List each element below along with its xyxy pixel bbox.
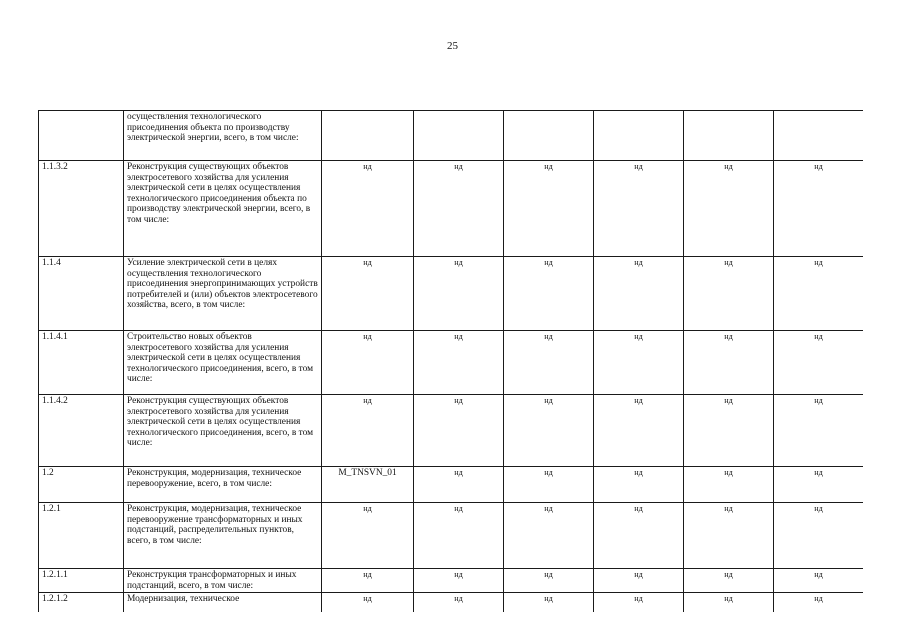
value-cell: нд xyxy=(594,161,684,257)
value-cell: нд xyxy=(594,593,684,613)
value-cell: нд xyxy=(322,503,414,569)
value-cell: нд xyxy=(774,161,864,257)
value-cell: нд xyxy=(774,257,864,331)
row-number: 1.2 xyxy=(39,467,124,503)
row-number: 1.1.3.2 xyxy=(39,161,124,257)
value-cell: нд xyxy=(504,257,594,331)
value-cell: нд xyxy=(414,161,504,257)
value-cell: нд xyxy=(774,569,864,593)
value-cell: нд xyxy=(594,503,684,569)
value-cell: нд xyxy=(594,467,684,503)
row-number: 1.2.1 xyxy=(39,503,124,569)
value-cell: нд xyxy=(504,331,594,395)
value-cell: нд xyxy=(684,503,774,569)
row-description: Строительство новых объектов электросетевого хозяйства для усиления электрической сети в целях осуществления технологического присоединения, всего, в том числе: xyxy=(124,331,322,395)
row-number: 1.2.1.1 xyxy=(39,569,124,593)
value-cell: нд xyxy=(504,593,594,613)
row-description: Реконструкция существующих объектов электросетевого хозяйства для усиления электрической сети в целях осуществления технологического присоединения, всего, в том числе: xyxy=(124,395,322,467)
value-cell: нд xyxy=(322,331,414,395)
row-description: Реконструкция существующих объектов электросетевого хозяйства для усиления электрической сети в целях осуществления технологического присоединения объекта по производству электрической энергии, всего, в том числе: xyxy=(124,161,322,257)
value-cell: нд xyxy=(684,331,774,395)
value-cell: нд xyxy=(322,161,414,257)
table-container xyxy=(38,110,863,612)
table-row xyxy=(39,569,864,593)
value-cell: M_TNSVN_01 xyxy=(322,467,414,503)
table-row xyxy=(39,111,864,161)
row-number: 1.2.1.2 xyxy=(39,593,124,613)
value-cell xyxy=(594,111,684,161)
value-cell: нд xyxy=(594,257,684,331)
row-number: 1.1.4.1 xyxy=(39,331,124,395)
value-cell: нд xyxy=(414,395,504,467)
value-cell: нд xyxy=(774,503,864,569)
value-cell: нд xyxy=(684,161,774,257)
value-cell: нд xyxy=(504,503,594,569)
value-cell: нд xyxy=(774,593,864,613)
value-cell: нд xyxy=(774,467,864,503)
value-cell xyxy=(322,111,414,161)
value-cell: нд xyxy=(594,569,684,593)
value-cell: нд xyxy=(684,569,774,593)
value-cell: нд xyxy=(594,331,684,395)
row-description: Реконструкция, модернизация, техническое перевооружение трансформаторных и иных подстанций, распределительных пунктов, всего, в том числе: xyxy=(124,503,322,569)
row-description: осуществления технологического присоединения объекта по производству электрической энергии, всего, в том числе: xyxy=(124,111,322,161)
row-description: Модернизация, техническое xyxy=(124,593,322,613)
value-cell: нд xyxy=(774,395,864,467)
value-cell xyxy=(504,111,594,161)
value-cell: нд xyxy=(322,593,414,613)
value-cell: нд xyxy=(322,395,414,467)
table-row xyxy=(39,467,864,503)
row-description: Реконструкция, модернизация, техническое перевооружение, всего, в том числе: xyxy=(124,467,322,503)
table-row xyxy=(39,503,864,569)
row-number: 1.1.4.2 xyxy=(39,395,124,467)
row-description: Реконструкция трансформаторных и иных подстанций, всего, в том числе: xyxy=(124,569,322,593)
value-cell: нд xyxy=(684,395,774,467)
value-cell: нд xyxy=(414,569,504,593)
table-row xyxy=(39,593,864,613)
row-number: 1.1.4 xyxy=(39,257,124,331)
row-number xyxy=(39,111,124,161)
value-cell: нд xyxy=(414,467,504,503)
value-cell xyxy=(414,111,504,161)
value-cell: нд xyxy=(414,503,504,569)
value-cell: нд xyxy=(504,161,594,257)
value-cell: нд xyxy=(322,569,414,593)
table-row xyxy=(39,331,864,395)
row-description: Усиление электрической сети в целях осуществления технологического присоединения энергопринимающих устройств потребителей и (или) объектов электросетевого хозяйства, всего, в том числе: xyxy=(124,257,322,331)
value-cell: нд xyxy=(504,569,594,593)
table-row xyxy=(39,395,864,467)
value-cell xyxy=(774,111,864,161)
value-cell: нд xyxy=(684,257,774,331)
value-cell: нд xyxy=(684,593,774,613)
value-cell: нд xyxy=(504,395,594,467)
data-table xyxy=(38,110,863,612)
value-cell: нд xyxy=(594,395,684,467)
value-cell: нд xyxy=(322,257,414,331)
value-cell: нд xyxy=(774,331,864,395)
table-body xyxy=(39,111,864,613)
table-row xyxy=(39,257,864,331)
page-number: 25 xyxy=(447,40,458,52)
value-cell: нд xyxy=(414,331,504,395)
value-cell: нд xyxy=(684,467,774,503)
value-cell xyxy=(684,111,774,161)
value-cell: нд xyxy=(504,467,594,503)
table-row xyxy=(39,161,864,257)
value-cell: нд xyxy=(414,593,504,613)
value-cell: нд xyxy=(414,257,504,331)
